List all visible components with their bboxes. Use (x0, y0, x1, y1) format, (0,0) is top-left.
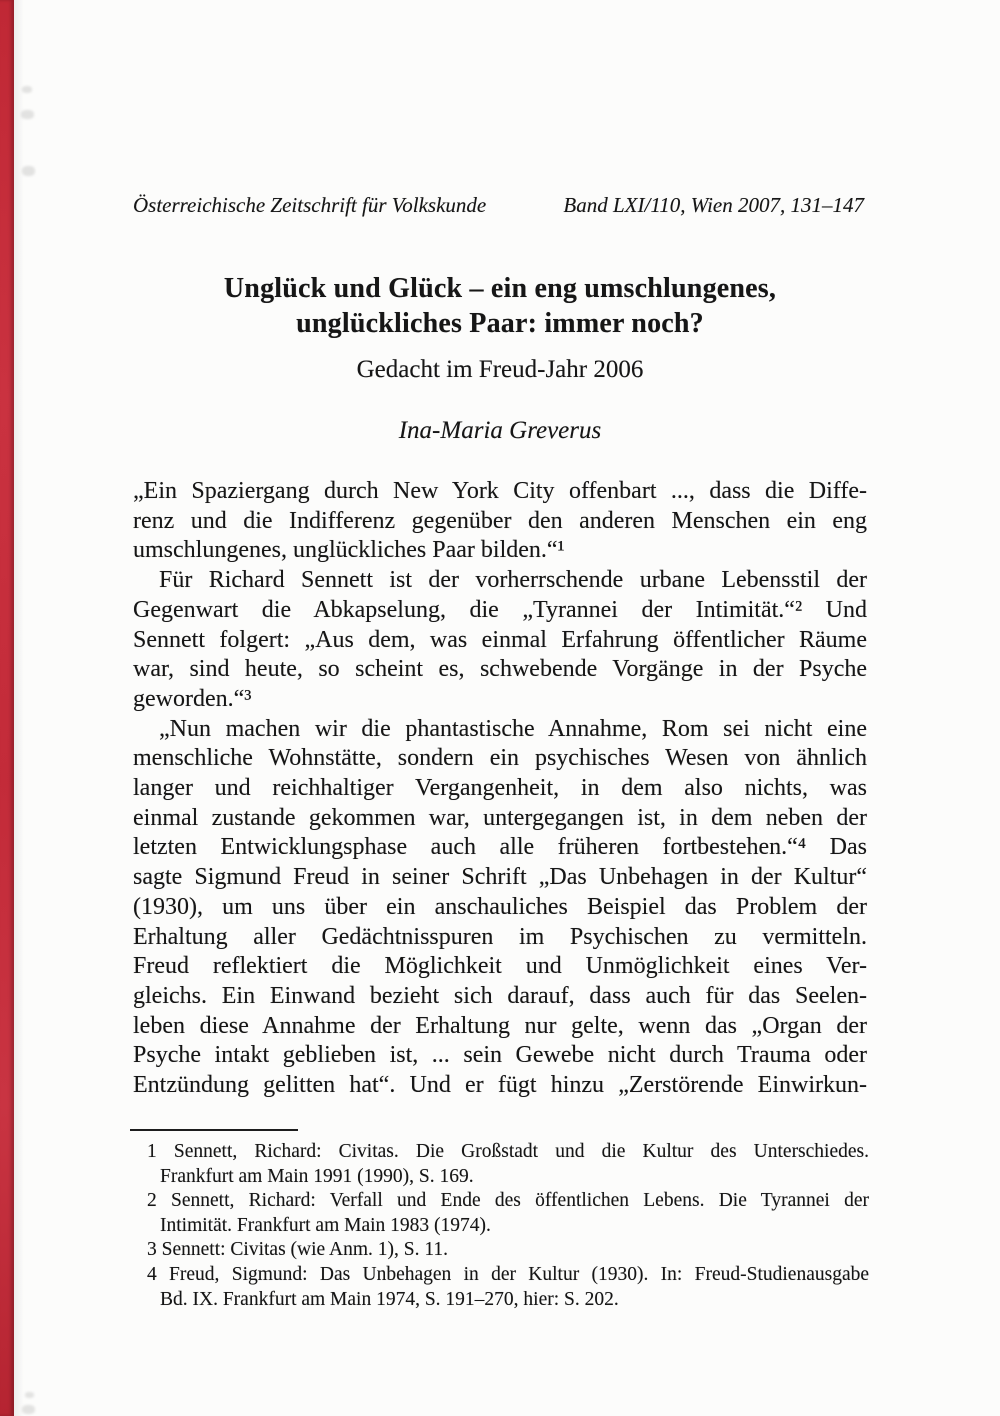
article-title-line1: Unglück und Glück – ein eng umschlungenes, (223, 273, 777, 304)
body-line: Gegenwart die Abkapselung, die „Tyrannei der Intimität.“² Und (133, 596, 867, 623)
body-line: „Nun machen wir die phantastische Annahme, Rom sei nicht eine (159, 715, 867, 742)
body-line: renz und die Indifferenz gegenüber den anderen Menschen ein eng (133, 507, 867, 534)
footnote-line: Bd. IX. Frankfurt am Main 1974, S. 191–270, hier: S. 202. (160, 1288, 619, 1310)
body-line: umschlungenes, unglückliches Paar bilden.“¹ (133, 537, 565, 564)
footnotes (147, 1140, 869, 1312)
body-line: Für Richard Sennett ist der vorherrschende urbane Lebensstil der (159, 567, 867, 594)
scan-artifact (21, 110, 34, 119)
scan-artifact (22, 166, 35, 176)
footnote-line: 2 Sennett, Richard: Verfall und Ende des öffentlichen Lebens. Die Tyrannei der (147, 1190, 869, 1212)
article-title-line2: unglückliches Paar: immer noch? (296, 308, 704, 339)
body-line: Psyche intakt geblieben ist, ... sein Gewebe nicht durch Trauma oder (133, 1042, 867, 1069)
body-line: sagte Sigmund Freud in seiner Schrift „Das Unbehagen in der Kultur“ (133, 864, 867, 891)
footnote-separator (130, 1129, 298, 1131)
body-line: Freud reflektiert die Möglichkeit und Unmöglichkeit eines Ver- (133, 953, 867, 980)
body-line: (1930), um uns über ein anschauliches Beispiel das Problem der (133, 893, 867, 920)
scan-edge-shadow (14, 0, 24, 1416)
body-line: war, sind heute, so scheint es, schwebende Vorgänge in der Psyche (133, 656, 867, 683)
page-header (133, 192, 864, 218)
footnote-line: 3 Sennett: Civitas (wie Anm. 1), S. 11. (147, 1239, 448, 1261)
body-line: menschliche Wohnstätte, sondern ein psychisches Wesen von ähnlich (133, 745, 867, 772)
body-line: „Ein Spaziergang durch New York City offenbart ..., dass die Diffe- (133, 478, 867, 504)
footnote-line: Frankfurt am Main 1991 (1990), S. 169. (160, 1165, 474, 1187)
body-line: langer und reichhaltiger Vergangenheit, in dem also nichts, was (133, 775, 867, 802)
scan-artifact (25, 1392, 34, 1398)
scan-artifact (22, 86, 32, 93)
scan-artifact (22, 1405, 35, 1414)
article-body (133, 477, 867, 1101)
footnote-line: 1 Sennett, Richard: Civitas. Die Großstadt und die Kultur des Unterschiedes. (147, 1141, 869, 1162)
body-line: einmal zustande gekommen war, untergegangen ist, in dem neben der (133, 804, 867, 831)
article-author: Ina-Maria Greverus (398, 417, 602, 444)
body-line: gleichs. Ein Einwand bezieht sich darauf, dass auch für das Seelen- (133, 982, 867, 1009)
footnote-line: Intimität. Frankfurt am Main 1983 (1974). (160, 1214, 491, 1236)
body-line: geworden.“³ (133, 685, 252, 712)
journal-name: Österreichische Zeitschrift für Volkskunde (133, 193, 487, 217)
footnote-line: 4 Freud, Sigmund: Das Unbehagen in der Kultur (1930). In: Freud-Studienausgabe (147, 1263, 869, 1285)
article-subtitle: Gedacht im Freud-Jahr 2006 (356, 356, 644, 383)
scan-red-book-edge (0, 0, 14, 1416)
article-title (133, 271, 867, 341)
body-line: Sennett folgert: „Aus dem, was einmal Erfahrung öffentlicher Räume (133, 626, 867, 653)
body-line: Entzündung gelitten hat“. Und er fügt hinzu „Zerstörende Einwirkun- (133, 1072, 867, 1099)
volume-info: Band LXI/110, Wien 2007, 131–147 (563, 193, 864, 217)
body-line: letzten Entwicklungsphase auch alle früheren fortbestehen.“⁴ Das (133, 834, 867, 861)
body-line: leben diese Annahme der Erhaltung nur gelte, wenn das „Organ der (133, 1012, 867, 1039)
body-line: Erhaltung aller Gedächtnisspuren im Psychischen zu vermitteln. (133, 923, 867, 950)
